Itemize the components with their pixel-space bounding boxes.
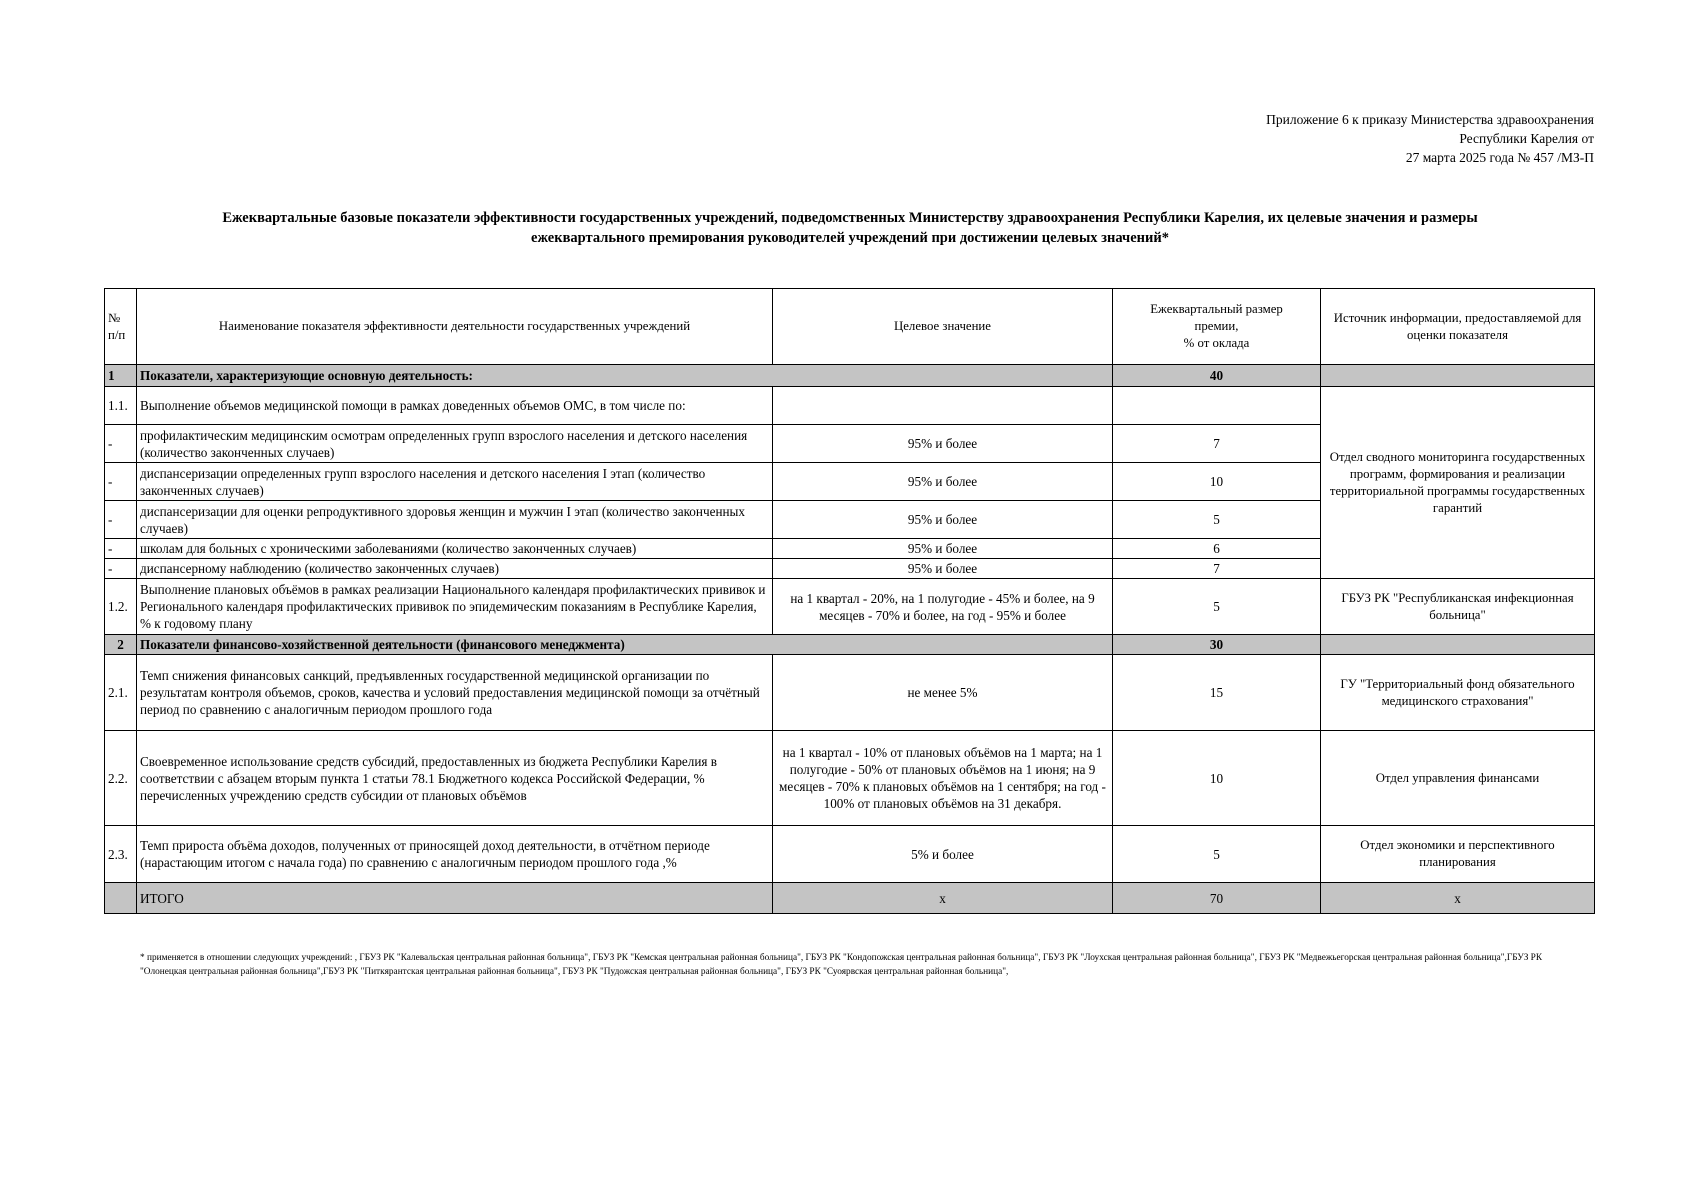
row-1-2-bonus: 5 — [1113, 579, 1321, 635]
row-2-1-name: Темп снижения финансовых санкций, предъявленных государственной медицинской организации по результатам контроля объемов, сроков, качества и условий предоставления медицинской помощи за отчётный период по сравнению с аналогичным периодом прошлого года — [137, 655, 773, 731]
row-2-2-bonus: 10 — [1113, 731, 1321, 826]
table-row-1-2 — [105, 579, 1595, 635]
appendix-line-3: 27 марта 2025 года № 457 /МЗ-П — [1405, 150, 1594, 165]
row-2-1-source: ГУ "Территориальный фонд обязательного медицинского страхования" — [1321, 655, 1595, 731]
sub-row-1-bonus: 7 — [1113, 425, 1321, 463]
row-1-2-name: Выполнение плановых объёмов в рамках реализации Национального календаря профилактических прививок и Регионального календаря профилактических прививок по эпидемическим показаниям в Республике Карелия, % к годовому плану — [137, 579, 773, 635]
row-1-1-source: Отдел сводного мониторинга государственных программ, формирования и реализации территориальной программы государственных гарантий — [1321, 387, 1595, 579]
row-2-3-name: Темп прироста объёма доходов, полученных от приносящей доход деятельности, в отчётном периоде (нарастающим итогом с начала года) по сравнению с аналогичным периодом прошлого года ,% — [137, 826, 773, 883]
sub-row-1-num: - — [105, 425, 137, 463]
title-line-1: Ежеквартальные базовые показатели эффективности государственных учреждений, подведомственных Министерству здравоохранения Республики Карелия, их целевые значения и размеры — [222, 210, 1478, 226]
footnote: * применяется в отношении следующих учреждений: , ГБУЗ РК "Калевальская центральная районная больница", ГБУЗ РК "Кемская центральная районная больница", ГБУЗ РК "Кондопожская центральная районная больница", ГБУЗ РК "Лоухская центральная районная больница", ГБУЗ РК "Медвежьегорская центральная районная больница",ГБУЗ РК "Олонецкая центральная районная больница",ГБУЗ РК "Питкярантская центральная районная больница", ГБУЗ РК "Пудожская центральная районная больница", ГБУЗ РК "Суоярвская центральная районная больница", — [140, 953, 1543, 977]
total-num — [105, 883, 137, 914]
table-row-1-1 — [105, 387, 1595, 425]
sub-row-1-target: 95% и более — [773, 425, 1113, 463]
section-2-empty — [1321, 635, 1595, 655]
row-1-1-name: Выполнение объемов медицинской помощи в рамках доведенных объемов ОМС, в том числе по: — [137, 387, 773, 425]
sub-row-1-name: профилактическим медицинским осмотрам определенных групп взрослого населения и детского населения (количество законченных случаев) — [137, 425, 773, 463]
table-row-2-1 — [105, 655, 1595, 731]
appendix-note — [1034, 110, 1594, 167]
row-2-2-source: Отдел управления финансами — [1321, 731, 1595, 826]
header-source: Источник информации, предоставляемой для оценки показателя — [1321, 289, 1595, 365]
sub-row-4-target: 95% и более — [773, 539, 1113, 559]
row-2-3-target: 5% и более — [773, 826, 1113, 883]
section-2-title: Показатели финансово-хозяйственной деятельности (финансового менеджмента) — [137, 635, 1113, 655]
section-1-empty — [1321, 365, 1595, 387]
sub-row-2-bonus: 10 — [1113, 463, 1321, 501]
row-2-3-num: 2.3. — [105, 826, 137, 883]
section-1-num: 1 — [105, 365, 137, 387]
sub-row-5-name: диспансерному наблюдению (количество законченных случаев) — [137, 559, 773, 579]
table-row-2-3 — [105, 826, 1595, 883]
row-2-1-bonus: 15 — [1113, 655, 1321, 731]
row-1-1-bonus — [1113, 387, 1321, 425]
appendix-line-1: Приложение 6 к приказу Министерства здравоохранения — [1266, 112, 1594, 127]
row-2-1-num: 2.1. — [105, 655, 137, 731]
indicators-table — [104, 288, 1595, 914]
header-name: Наименование показателя эффективности деятельности государственных учреждений — [137, 289, 773, 365]
row-1-2-num: 1.2. — [105, 579, 137, 635]
appendix-line-2: Республики Карелия от — [1459, 131, 1594, 146]
row-2-3-source: Отдел экономики и перспективного планирования — [1321, 826, 1595, 883]
section-row-2 — [105, 635, 1595, 655]
title-line-2: ежеквартального премирования руководителей учреждений при достижении целевых значений* — [531, 230, 1169, 246]
sub-row-5-num: - — [105, 559, 137, 579]
sub-row-4-bonus: 6 — [1113, 539, 1321, 559]
section-row-1 — [105, 365, 1595, 387]
header-target: Целевое значение — [773, 289, 1113, 365]
table-row-2-2 — [105, 731, 1595, 826]
sub-row-2-target: 95% и более — [773, 463, 1113, 501]
sub-row-2-name: диспансеризации определенных групп взрослого населения и детского населения I этап (количество законченных случаев) — [137, 463, 773, 501]
header-num: № п/п — [105, 289, 137, 365]
sub-row-5-bonus: 7 — [1113, 559, 1321, 579]
total-target: х — [773, 883, 1113, 914]
sub-row-5-target: 95% и более — [773, 559, 1113, 579]
table-header-row — [105, 289, 1595, 365]
section-2-bonus: 30 — [1113, 635, 1321, 655]
sub-row-2-num: - — [105, 463, 137, 501]
row-1-2-target: на 1 квартал - 20%, на 1 полугодие - 45% и более, на 9 месяцев - 70% и более, на год - 95% и более — [773, 579, 1113, 635]
total-source: х — [1321, 883, 1595, 914]
row-2-2-target: на 1 квартал - 10% от плановых объёмов на 1 марта; на 1 полугодие - 50% от плановых объёмов на 1 июня; на 9 месяцев - 70% к плановых объёмов на 1 сентября; на год - 100% от плановых объёмов на 31 декабря. — [773, 731, 1113, 826]
total-row — [105, 883, 1595, 914]
sub-row-4-num: - — [105, 539, 137, 559]
row-1-2-source: ГБУЗ РК "Республиканская инфекционная больница" — [1321, 579, 1595, 635]
row-1-1-target — [773, 387, 1113, 425]
sub-row-3-num: - — [105, 501, 137, 539]
section-1-bonus: 40 — [1113, 365, 1321, 387]
row-1-1-num: 1.1. — [105, 387, 137, 425]
row-2-2-num: 2.2. — [105, 731, 137, 826]
row-2-3-bonus: 5 — [1113, 826, 1321, 883]
row-2-1-target: не менее 5% — [773, 655, 1113, 731]
sub-row-3-bonus: 5 — [1113, 501, 1321, 539]
row-2-2-name: Своевременное использование средств субсидий, предоставленных из бюджета Республики Карелия в соответствии с абзацем вторым пункта 1 статьи 78.1 Бюджетного кодекса Российской Федерации, % перечисленных учреждению средств субсидии от плановых объёмов — [137, 731, 773, 826]
document-title — [104, 208, 1596, 248]
sub-row-3-name: диспансеризации для оценки репродуктивного здоровья женщин и мужчин I этап (количество законченных случаев) — [137, 501, 773, 539]
sub-row-4-name: школам для больных с хроническими заболеваниями (количество законченных случаев) — [137, 539, 773, 559]
total-bonus: 70 — [1113, 883, 1321, 914]
section-2-num: 2 — [105, 635, 137, 655]
total-label: ИТОГО — [137, 883, 773, 914]
section-1-title: Показатели, характеризующие основную деятельность: — [137, 365, 1113, 387]
header-bonus: Ежеквартальный размер премии, % от оклада — [1113, 289, 1321, 365]
sub-row-3-target: 95% и более — [773, 501, 1113, 539]
